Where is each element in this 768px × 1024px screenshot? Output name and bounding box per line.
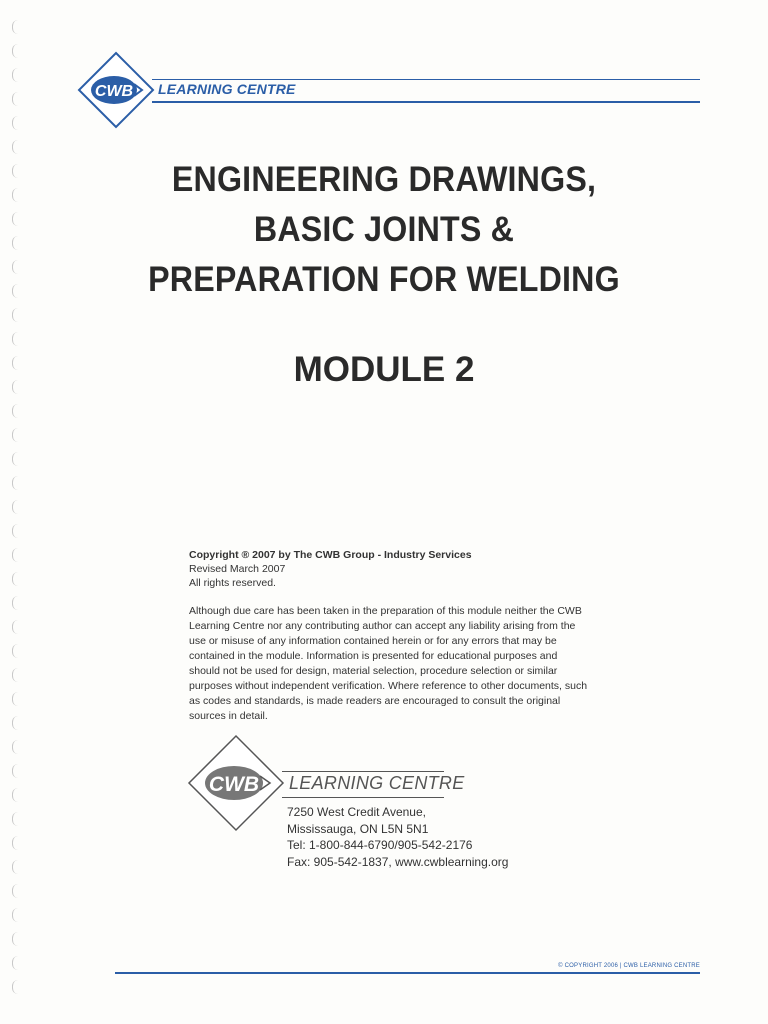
title-line-3: PREPARATION FOR WELDING (148, 260, 620, 299)
copyright-line: Copyright ® 2007 by The CWB Group - Industry Services (189, 549, 472, 561)
address-city: Mississauga, ON L5N 5N1 (287, 821, 429, 836)
address-block (287, 804, 508, 870)
binding-hole (12, 908, 19, 922)
header-rule-bottom (152, 101, 700, 103)
binding-hole (12, 884, 19, 898)
binding-hole (12, 44, 19, 58)
binding-hole (12, 500, 19, 514)
binding-hole (12, 20, 19, 34)
disclaimer-text: Although due care has been taken in the preparation of this module neither the CWB Learning Centre nor any contributing author can accept any liability arising from the use or misuse of any information contained herein or for any errors that may be contained in the module. Information is presented for educational purposes and should not be used for design, material selection, procedure selection or similar purposes without independent verification. Where reference to other documents, such as codes and standards, is made readers are encouraged to consult the original sources in detail. (189, 605, 588, 722)
rights-line: All rights reserved. (189, 577, 276, 589)
binding-hole (12, 68, 19, 82)
binding-holes (12, 20, 26, 1020)
binding-hole (12, 740, 19, 754)
binding-hole (12, 116, 19, 130)
binding-hole (12, 428, 19, 442)
binding-hole (12, 932, 19, 946)
title-line-1: ENGINEERING DRAWINGS, (171, 160, 597, 199)
binding-hole (12, 644, 19, 658)
binding-hole (12, 812, 19, 826)
binding-hole (12, 332, 19, 346)
header-label: LEARNING CENTRE (158, 81, 296, 97)
binding-hole (12, 260, 19, 274)
binding-hole (12, 572, 19, 586)
copyright-block (189, 548, 609, 590)
binding-hole (12, 236, 19, 250)
binding-hole (12, 284, 19, 298)
binding-hole (12, 92, 19, 106)
footer-logo-rule-bottom (282, 797, 444, 798)
title-line-2: BASIC JOINTS & (253, 210, 515, 249)
header-logo-text: CWB (94, 83, 134, 100)
binding-hole (12, 308, 19, 322)
binding-hole (12, 212, 19, 226)
footer-logo-label: LEARNING CENTRE (289, 773, 465, 793)
header-rule-top (152, 79, 700, 80)
address-fax[interactable]: Fax: 905-542-1837, www.cwblearning.org (287, 854, 509, 869)
binding-hole (12, 452, 19, 466)
address-tel: Tel: 1-800-844-6790/905-542-2176 (287, 838, 473, 852)
binding-hole (12, 956, 19, 970)
binding-hole (12, 716, 19, 730)
binding-hole (12, 476, 19, 490)
footer-copyright: © COPYRIGHT 2006 | CWB LEARNING CENTRE (558, 963, 700, 969)
binding-hole (12, 836, 19, 850)
binding-hole (12, 620, 19, 634)
binding-hole (12, 524, 19, 538)
address-street: 7250 West Credit Avenue, (287, 805, 426, 819)
binding-hole (12, 860, 19, 874)
cwb-footer-logo-icon (186, 733, 286, 833)
binding-hole (12, 164, 19, 178)
binding-hole (12, 980, 19, 994)
cwb-logo-icon (76, 50, 156, 130)
binding-hole (12, 764, 19, 778)
footer-logo-rule-top (282, 771, 444, 772)
binding-hole (12, 404, 19, 418)
module-heading: MODULE 2 (293, 350, 475, 389)
binding-hole (12, 548, 19, 562)
binding-hole (12, 140, 19, 154)
binding-hole (12, 788, 19, 802)
footer-logo-text: CWB (208, 773, 260, 796)
binding-hole (12, 188, 19, 202)
binding-hole (12, 596, 19, 610)
footer-rule (115, 972, 700, 974)
binding-hole (12, 692, 19, 706)
revised-line: Revised March 2007 (189, 563, 286, 575)
binding-hole (12, 668, 19, 682)
